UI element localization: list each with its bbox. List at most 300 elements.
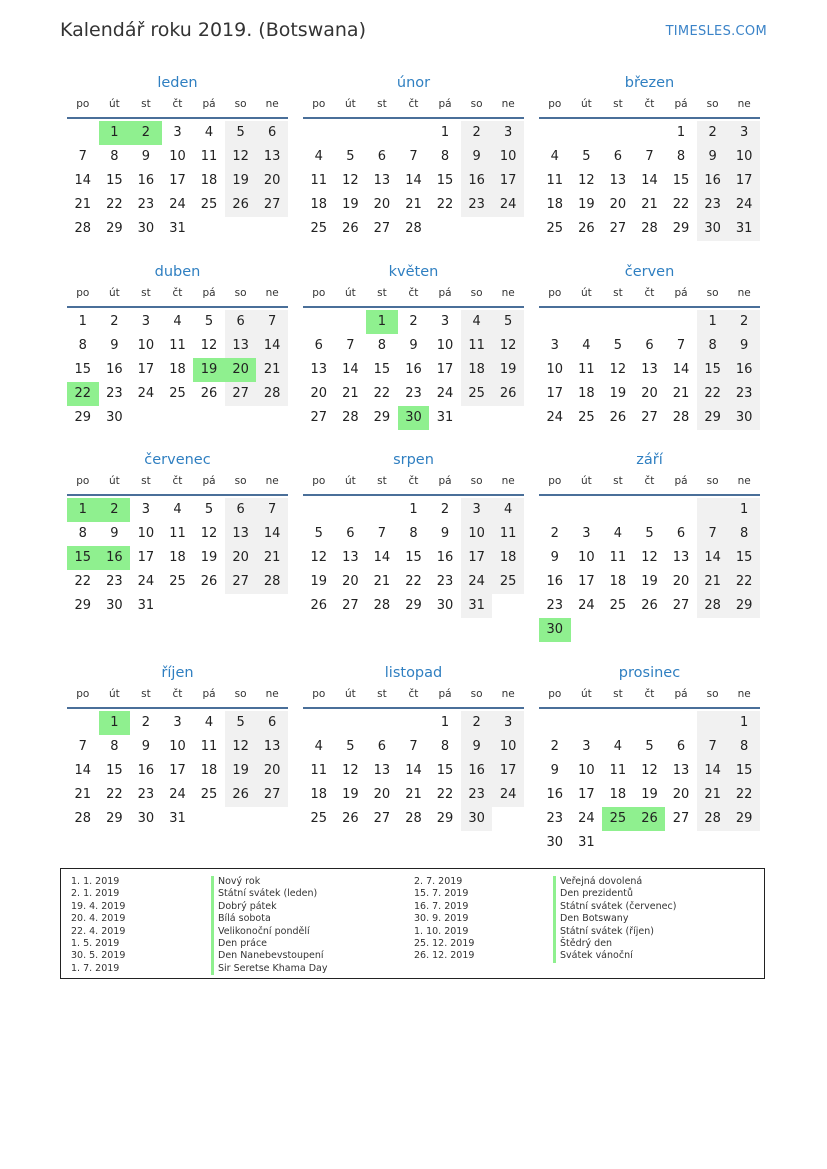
day-cell: 3 (461, 498, 493, 522)
day-cell: 14 (405, 763, 422, 778)
day-cell: 26 (342, 221, 359, 236)
day-cell: 16 (461, 759, 493, 783)
empty-cell (303, 498, 335, 522)
legend-entry: Státní svátek (leden) (211, 888, 327, 900)
day-cell: 11 (546, 173, 564, 188)
day-cell: 28 (256, 570, 288, 594)
legend-entry: Dobrý pátek (211, 901, 327, 913)
day-cell: 8 (440, 149, 450, 164)
day-cell: 27 (641, 410, 658, 425)
day-cell: 21 (373, 574, 391, 589)
brand-logo[interactable]: TIMESLES.COM (665, 24, 767, 39)
weekday-header (539, 683, 760, 709)
day-cell: 22 (436, 787, 454, 802)
weekday-label: so (706, 475, 719, 487)
day-cell: 13 (641, 362, 658, 377)
empty-cell (571, 310, 603, 334)
weekday-label: čt (408, 475, 419, 487)
legend-entry: 1. 7. 2019 (71, 962, 120, 974)
day-cell: 19 (492, 358, 524, 382)
day-cell: 2 (461, 711, 493, 735)
weekday-label: ne (501, 475, 515, 487)
weekday-label: pá (202, 287, 216, 299)
day-cell: 10 (436, 338, 454, 353)
day-cell: 26 (225, 783, 257, 807)
weekday-label: so (234, 688, 247, 700)
day-cell: 25 (602, 807, 634, 831)
day-cell: 29 (436, 811, 454, 826)
day-cell: 8 (110, 739, 119, 754)
day-cell: 4 (204, 125, 214, 140)
day-cell: 8 (409, 526, 418, 541)
empty-cell (602, 121, 634, 145)
empty-cell (571, 711, 603, 735)
day-cell: 27 (225, 570, 257, 594)
day-cell: 21 (697, 570, 729, 594)
day-cell: 21 (641, 197, 658, 212)
weekday-label: pá (438, 688, 452, 700)
weekday-label: čt (408, 688, 419, 700)
holiday-legend (60, 868, 765, 979)
day-cell: 4 (314, 739, 323, 754)
day-cell: 26 (200, 574, 218, 589)
day-cell: 21 (256, 546, 288, 570)
day-cell: 17 (728, 169, 760, 193)
day-cell: 20 (641, 386, 658, 401)
weekday-label: pá (202, 98, 216, 110)
day-cell: 9 (728, 334, 760, 358)
weekday-label: ne (265, 688, 279, 700)
legend-entry: 30. 9. 2019 (414, 913, 469, 925)
day-cell: 14 (672, 362, 690, 377)
day-cell: 6 (676, 739, 686, 754)
weekday-label: po (312, 287, 326, 299)
weekday-label: pá (438, 475, 452, 487)
weekday-label: po (76, 688, 90, 700)
day-cell: 8 (728, 735, 760, 759)
weekday-label: st (613, 688, 623, 700)
month-12 (539, 663, 760, 855)
day-grid (303, 498, 524, 618)
day-grid (539, 310, 760, 430)
weekday-label: st (377, 475, 387, 487)
weekday-label: ne (737, 688, 751, 700)
day-cell: 21 (74, 197, 92, 212)
legend-entry: Sir Seretse Khama Day (211, 963, 327, 975)
weekday-label: so (470, 287, 483, 299)
day-cell: 24 (492, 193, 524, 217)
weekday-header (303, 93, 524, 119)
weekday-label: pá (674, 688, 688, 700)
day-cell: 13 (310, 362, 328, 377)
day-cell: 2 (440, 502, 450, 517)
day-cell: 21 (74, 787, 92, 802)
day-cell: 15 (373, 362, 391, 377)
legend-entry: 22. 4. 2019 (71, 925, 126, 937)
legend-entry: Den Nanebevstoupení (211, 950, 327, 962)
weekday-label: čt (172, 688, 183, 700)
day-cell: 15 (697, 358, 729, 382)
day-cell: 20 (373, 787, 391, 802)
day-cell: 29 (672, 221, 690, 236)
weekday-header (67, 683, 288, 709)
day-grid (67, 711, 288, 831)
legend-entry: Den Botswany (553, 913, 676, 925)
day-cell: 22 (405, 574, 422, 589)
day-cell: 22 (672, 197, 690, 212)
day-cell: 16 (461, 169, 493, 193)
day-cell: 27 (310, 410, 328, 425)
day-cell: 11 (310, 763, 328, 778)
day-cell: 2 (409, 314, 418, 329)
day-cell: 9 (141, 739, 151, 754)
weekday-header (67, 282, 288, 308)
day-cell: 12 (342, 173, 359, 188)
day-cell: 20 (609, 197, 627, 212)
day-cell: 10 (169, 149, 186, 164)
weekday-label: út (344, 287, 356, 299)
day-cell: 27 (225, 382, 257, 406)
day-cell: 7 (676, 338, 686, 353)
month-name: březen (624, 75, 675, 91)
day-cell: 1 (99, 121, 131, 145)
weekday-label: út (580, 688, 592, 700)
empty-cell (602, 711, 634, 735)
day-cell: 14 (74, 173, 92, 188)
legend-entry: Štědrý den (553, 938, 676, 950)
weekday-label: út (580, 475, 592, 487)
day-cell: 31 (578, 835, 595, 850)
day-cell: 26 (310, 598, 328, 613)
weekday-label: pá (202, 475, 216, 487)
day-cell: 1 (697, 310, 729, 334)
day-cell: 31 (728, 217, 760, 241)
day-cell: 9 (550, 550, 559, 565)
empty-cell (697, 498, 729, 522)
legend-entry: 26. 12. 2019 (414, 950, 475, 962)
day-cell: 15 (436, 173, 454, 188)
legend-entry: Státní svátek (říjen) (553, 926, 676, 938)
day-cell: 5 (225, 121, 257, 145)
day-cell: 31 (461, 594, 493, 618)
day-cell: 7 (697, 735, 729, 759)
day-cell: 7 (409, 149, 418, 164)
empty-cell (539, 310, 571, 334)
day-cell: 27 (256, 193, 288, 217)
day-cell: 26 (200, 386, 218, 401)
day-cell: 3 (582, 739, 591, 754)
day-cell: 5 (613, 338, 623, 353)
day-cell: 19 (310, 574, 328, 589)
weekday-label: so (706, 287, 719, 299)
empty-cell (303, 121, 335, 145)
day-cell: 4 (173, 502, 182, 517)
empty-cell (634, 310, 666, 334)
day-cell: 1 (728, 711, 760, 735)
legend-entry: 15. 7. 2019 (414, 888, 469, 900)
day-cell: 25 (310, 811, 328, 826)
weekday-label: ne (265, 475, 279, 487)
day-cell: 29 (74, 598, 92, 613)
day-cell: 4 (173, 314, 182, 329)
day-cell: 23 (106, 386, 123, 401)
day-cell: 25 (200, 197, 218, 212)
day-cell: 1 (67, 498, 99, 522)
empty-cell (335, 498, 367, 522)
weekday-label: po (76, 98, 90, 110)
day-cell: 7 (78, 739, 87, 754)
day-cell: 27 (672, 811, 690, 826)
day-cell: 12 (641, 763, 658, 778)
day-cell: 8 (676, 149, 686, 164)
day-grid (67, 310, 288, 430)
legend-entry: Den práce (211, 938, 327, 950)
day-cell: 3 (440, 314, 450, 329)
day-cell: 6 (613, 149, 623, 164)
day-cell: 3 (173, 715, 182, 730)
day-cell: 24 (492, 783, 524, 807)
day-cell: 16 (546, 574, 564, 589)
day-cell: 11 (310, 173, 328, 188)
day-cell: 25 (492, 570, 524, 594)
day-cell: 15 (106, 173, 123, 188)
day-cell: 23 (405, 386, 422, 401)
day-cell: 1 (99, 711, 131, 735)
empty-cell (665, 498, 697, 522)
day-cell: 27 (342, 598, 359, 613)
day-cell: 24 (728, 193, 760, 217)
day-cell: 26 (609, 410, 627, 425)
month-name: červenec (144, 452, 211, 468)
day-cell: 25 (310, 221, 328, 236)
day-cell: 15 (672, 173, 690, 188)
weekday-label: so (470, 475, 483, 487)
day-cell: 24 (436, 386, 454, 401)
day-cell: 27 (672, 598, 690, 613)
legend-entry: 2. 1. 2019 (71, 888, 120, 900)
day-cell: 22 (106, 787, 123, 802)
day-cell: 28 (405, 221, 422, 236)
day-cell: 5 (204, 502, 214, 517)
day-cell: 27 (373, 811, 391, 826)
day-cell: 14 (373, 550, 391, 565)
day-cell: 23 (546, 598, 564, 613)
weekday-label: pá (438, 287, 452, 299)
empty-cell (335, 310, 367, 334)
empty-cell (602, 498, 634, 522)
day-cell: 22 (728, 570, 760, 594)
day-cell: 6 (225, 310, 257, 334)
day-cell: 6 (645, 338, 654, 353)
day-cell: 17 (461, 546, 493, 570)
day-cell: 7 (645, 149, 654, 164)
day-cell: 19 (200, 550, 218, 565)
day-cell: 18 (310, 197, 328, 212)
weekday-label: st (141, 98, 151, 110)
empty-cell (398, 711, 430, 735)
weekday-label: po (548, 475, 562, 487)
day-cell: 28 (74, 811, 92, 826)
weekday-label: út (108, 98, 120, 110)
empty-cell (539, 711, 571, 735)
day-cell: 7 (697, 522, 729, 546)
day-cell: 12 (342, 763, 359, 778)
day-grid (539, 711, 760, 855)
day-cell: 5 (645, 526, 654, 541)
day-cell: 3 (728, 121, 760, 145)
day-cell: 10 (137, 338, 155, 353)
weekday-label: út (580, 98, 592, 110)
day-cell: 3 (582, 526, 591, 541)
day-cell: 13 (609, 173, 627, 188)
day-cell: 31 (137, 598, 155, 613)
weekday-label: čt (644, 475, 655, 487)
day-cell: 18 (609, 787, 627, 802)
empty-cell (634, 498, 666, 522)
day-cell: 15 (436, 763, 454, 778)
day-cell: 30 (539, 618, 571, 642)
day-cell: 13 (373, 173, 391, 188)
day-cell: 13 (342, 550, 359, 565)
weekday-label: po (548, 98, 562, 110)
day-cell: 14 (697, 759, 729, 783)
day-cell: 25 (169, 574, 186, 589)
day-cell: 22 (74, 574, 92, 589)
day-cell: 14 (256, 522, 288, 546)
day-cell: 17 (578, 574, 595, 589)
day-cell: 6 (256, 711, 288, 735)
day-cell: 11 (169, 526, 186, 541)
month-5 (303, 262, 524, 430)
day-cell: 17 (578, 787, 595, 802)
day-cell: 6 (377, 739, 387, 754)
day-cell: 31 (169, 811, 186, 826)
day-cell: 23 (728, 382, 760, 406)
day-cell: 29 (728, 807, 760, 831)
day-cell: 2 (728, 310, 760, 334)
month-name: srpen (393, 452, 434, 468)
day-cell: 13 (225, 522, 257, 546)
day-cell: 11 (200, 149, 218, 164)
legend-entry: 1. 5. 2019 (71, 937, 120, 949)
day-cell: 5 (346, 739, 355, 754)
weekday-label: pá (438, 98, 452, 110)
day-cell: 27 (373, 221, 391, 236)
empty-cell (335, 711, 367, 735)
day-cell: 24 (169, 787, 186, 802)
day-cell: 20 (256, 169, 288, 193)
day-cell: 19 (609, 386, 627, 401)
day-cell: 8 (377, 338, 387, 353)
day-cell: 13 (672, 550, 690, 565)
empty-cell (634, 121, 666, 145)
day-cell: 16 (405, 362, 422, 377)
legend-entry: Bílá sobota (211, 913, 327, 925)
day-cell: 7 (409, 739, 418, 754)
day-cell: 3 (492, 121, 524, 145)
month-name: únor (396, 75, 431, 91)
day-cell: 25 (169, 386, 186, 401)
day-cell: 19 (342, 197, 359, 212)
weekday-header (539, 93, 760, 119)
day-cell: 21 (405, 787, 422, 802)
day-cell: 10 (578, 550, 595, 565)
day-cell: 18 (310, 787, 328, 802)
day-cell: 17 (436, 362, 454, 377)
day-cell: 5 (346, 149, 355, 164)
empty-cell (398, 121, 430, 145)
day-cell: 29 (405, 598, 422, 613)
day-cell: 18 (578, 386, 595, 401)
day-cell: 29 (728, 594, 760, 618)
legend-entry: 19. 4. 2019 (71, 900, 126, 912)
day-cell: 6 (314, 338, 323, 353)
day-cell: 20 (225, 358, 257, 382)
month-name: leden (157, 75, 198, 91)
empty-cell (665, 711, 697, 735)
weekday-label: po (76, 475, 90, 487)
weekday-header (67, 93, 288, 119)
day-cell: 28 (373, 598, 391, 613)
day-cell: 17 (546, 386, 564, 401)
day-cell: 19 (193, 358, 225, 382)
day-cell: 31 (169, 221, 186, 236)
day-cell: 16 (137, 173, 155, 188)
day-cell: 7 (346, 338, 355, 353)
day-cell: 19 (342, 787, 359, 802)
day-cell: 19 (641, 574, 658, 589)
day-cell: 21 (256, 358, 288, 382)
month-1 (67, 73, 288, 241)
day-cell: 30 (106, 410, 123, 425)
day-cell: 14 (74, 763, 92, 778)
day-cell: 15 (728, 759, 760, 783)
weekday-label: út (344, 475, 356, 487)
weekday-label: po (548, 287, 562, 299)
day-cell: 16 (106, 362, 123, 377)
day-cell: 28 (342, 410, 359, 425)
day-cell: 24 (546, 410, 564, 425)
day-cell: 28 (405, 811, 422, 826)
day-cell: 9 (697, 145, 729, 169)
day-grid (303, 310, 524, 430)
day-cell: 14 (641, 173, 658, 188)
weekday-header (67, 470, 288, 496)
legend-names-col1 (211, 876, 327, 975)
day-cell: 17 (492, 169, 524, 193)
day-cell: 24 (137, 386, 155, 401)
day-cell: 24 (137, 574, 155, 589)
empty-cell (697, 711, 729, 735)
day-cell: 28 (74, 221, 92, 236)
legend-dates-col2 (414, 876, 474, 963)
legend-entry: Nový rok (211, 876, 327, 888)
day-grid (303, 121, 524, 241)
day-cell: 13 (373, 763, 391, 778)
day-cell: 25 (609, 598, 627, 613)
weekday-header (539, 282, 760, 308)
day-cell: 5 (492, 310, 524, 334)
day-cell: 18 (461, 358, 493, 382)
day-cell: 20 (672, 787, 690, 802)
weekday-label: čt (644, 688, 655, 700)
day-cell: 30 (137, 221, 155, 236)
legend-entry: Veřejná dovolená (553, 876, 676, 888)
month-name: květen (388, 264, 439, 280)
day-cell: 29 (106, 221, 123, 236)
day-cell: 24 (169, 197, 186, 212)
day-cell: 26 (641, 598, 658, 613)
